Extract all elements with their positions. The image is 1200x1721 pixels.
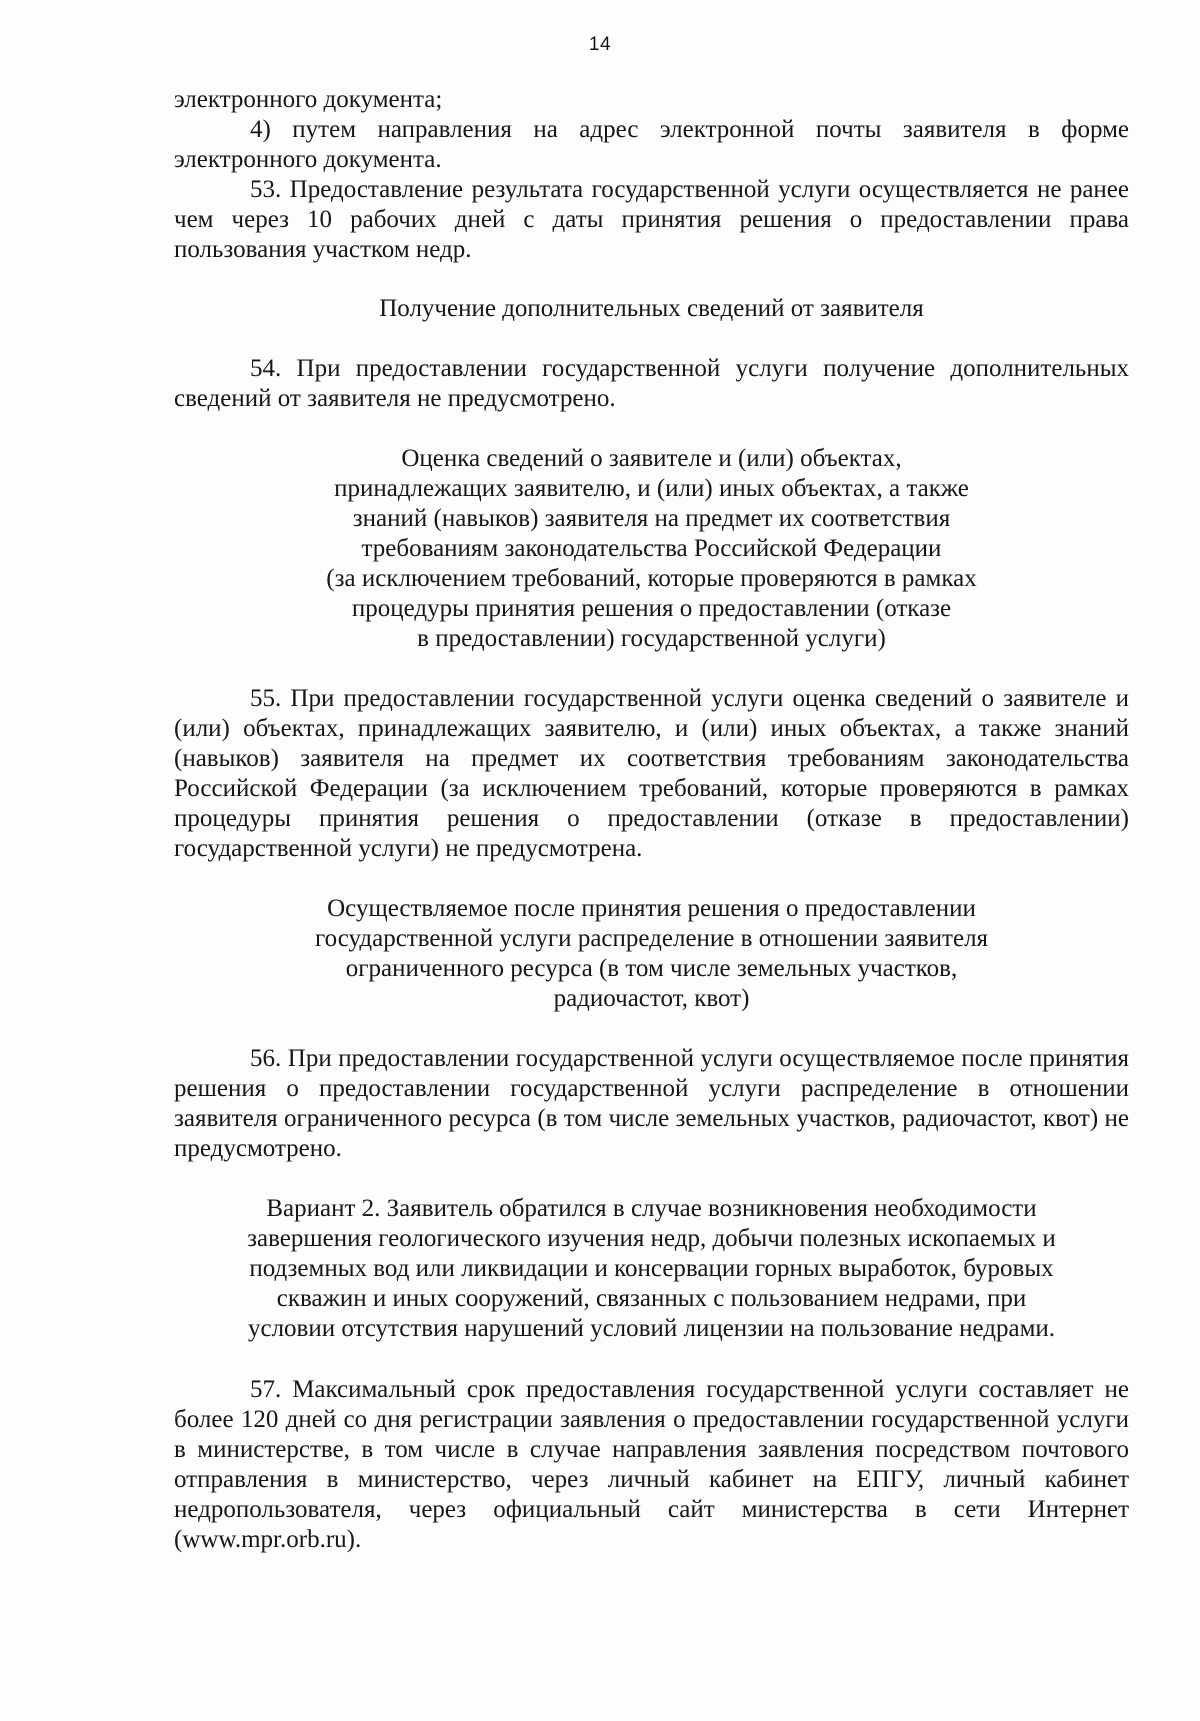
- spacer: [174, 265, 1129, 294]
- spacer: [174, 864, 1129, 894]
- spacer: [174, 654, 1129, 684]
- spacer: [174, 324, 1129, 354]
- section-heading-variant-2: [174, 1194, 1129, 1344]
- paragraph-56: 56. При предоставлении государственной услуги осуществляемое после принятия решения о предоставлении государственной услуги распределение в отношении заявителя ограниченного ресурса (в том числе земельных участков, радиочастот, квот) не предусмотрено.: [174, 1045, 1129, 1162]
- paragraph-item-4: 4) путем направления на адрес электронной почты заявителя в форме электронного документа.: [174, 116, 1129, 173]
- page-number: 14: [588, 34, 612, 55]
- heading-line: Вариант 2. Заявитель обратился в случае возникновения необходимости: [266, 1195, 1037, 1222]
- heading-line: ограниченного ресурса (в том числе земельных участков,: [345, 955, 958, 982]
- spacer: [174, 1344, 1129, 1375]
- section-heading-resource-distribution: [174, 894, 1129, 1014]
- heading-line: скважин и иных сооружений, связанных с пользованием недрами, при: [276, 1285, 1027, 1312]
- heading-line: принадлежащих заявителю, и (или) иных объектах, а также: [334, 475, 969, 502]
- spacer: [174, 414, 1129, 444]
- heading-line: условии отсутствия нарушений условий лицензии на пользование недрами.: [247, 1315, 1056, 1342]
- paragraph-57: 57. Максимальный срок предоставления государственной услуги составляет не более 120 дней со дня регистрации заявления о предоставлении государственной услуги в министерстве, в том числе в случае направления заявления посредством почтового отправления в министерство, через личный кабинет на ЕПГУ, личный кабинет недропользователя, через официальный сайт министерства в сети Интернет (www.mpr.orb.ru).: [174, 1376, 1129, 1553]
- section-heading-additional-info: Получение дополнительных сведений от заявителя: [379, 295, 924, 322]
- paragraph-continuation: электронного документа;: [174, 86, 443, 113]
- heading-line: государственной услуги распределение в отношении заявителя: [314, 925, 989, 952]
- heading-line: Осуществляемое после принятия решения о предоставлении: [327, 895, 976, 922]
- paragraph-55: 55. При предоставлении государственной услуги оценка сведений о заявителе и (или) объектах, принадлежащих заявителю, и (или) иных объектах, а также знаний (навыков) заявителя на предмет их соответствия требованиям законодательства Российской Федерации (за исключением требований, которые проверяются в рамках процедуры принятия решения о предоставлении (отказе в предоставлении) государственной услуги) не предусмотрена.: [174, 685, 1129, 862]
- paragraph-54: 54. При предоставлении государственной услуги получение дополнительных сведений от заявителя не предусмотрено.: [174, 355, 1129, 412]
- heading-line: процедуры принятия решения о предоставлении (отказе: [351, 595, 952, 622]
- heading-line: (за исключением требований, которые проверяются в рамках: [326, 565, 977, 592]
- heading-line: Оценка сведений о заявителе и (или) объектах,: [401, 445, 902, 472]
- heading-line: в предоставлении) государственной услуги): [417, 625, 886, 652]
- heading-line: завершения геологического изучения недр, добычи полезных ископаемых и: [247, 1225, 1056, 1252]
- heading-line: радиочастот, квот): [553, 985, 750, 1012]
- section-heading-assessment: [174, 444, 1129, 654]
- spacer: [174, 1014, 1129, 1044]
- spacer: [174, 1164, 1129, 1194]
- document-body: [174, 85, 1129, 1555]
- paragraph-53: 53. Предоставление результата государственной услуги осуществляется не ранее чем через 10 рабочих дней с даты принятия решения о предоставлении права пользования участком недр.: [174, 176, 1129, 263]
- heading-line: требованиям законодательства Российской Федерации: [361, 535, 942, 562]
- heading-line: знаний (навыков) заявителя на предмет их соответствия: [352, 505, 951, 532]
- heading-line: подземных вод или ликвидации и консервации горных выработок, буровых: [249, 1255, 1054, 1282]
